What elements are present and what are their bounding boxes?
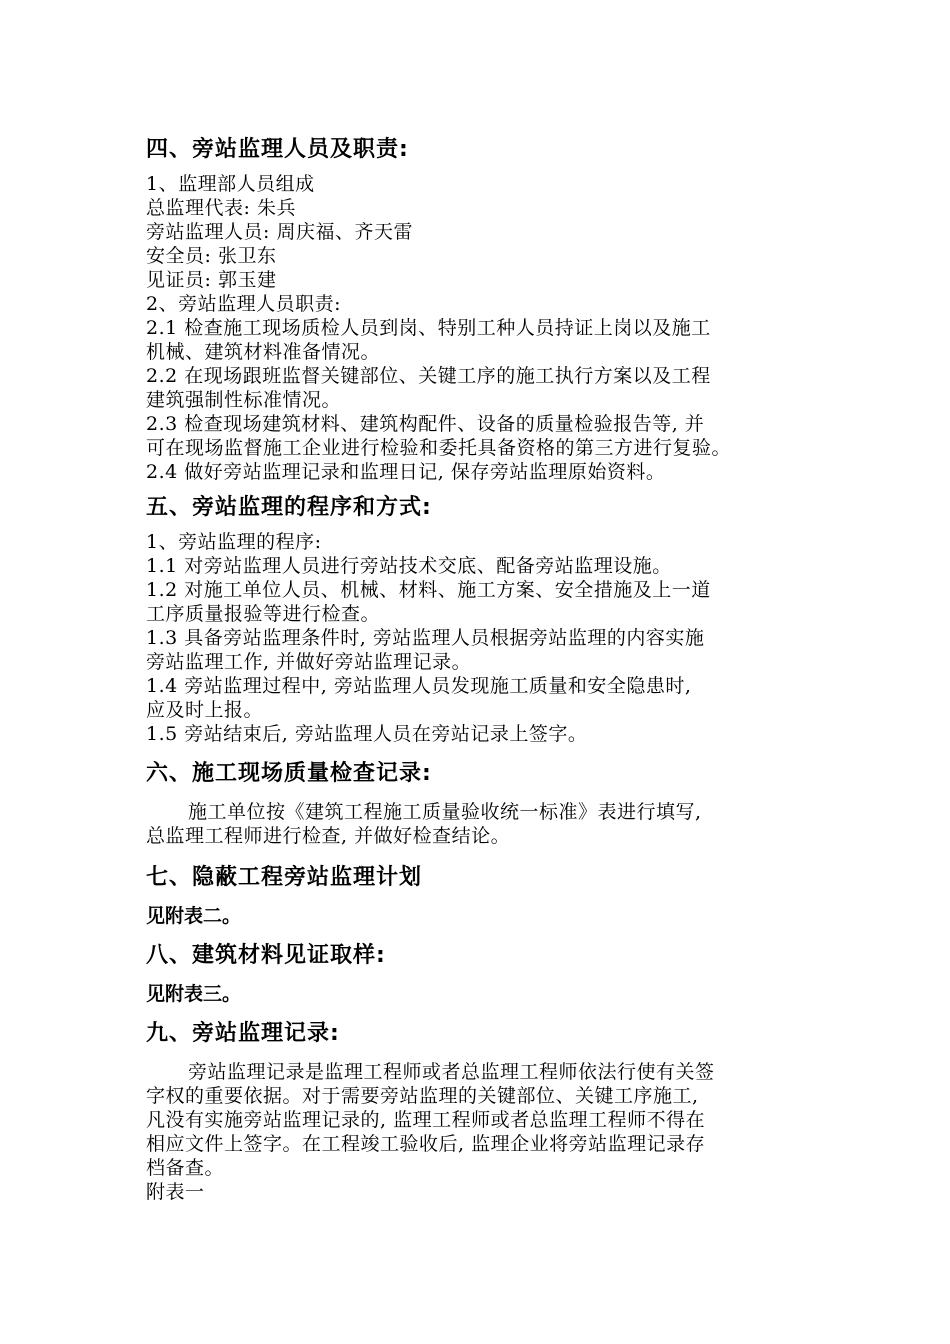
text-line: 2.3 检查现场建筑材料、建筑构配件、设备的质量检验报告等, 并 [146,413,705,435]
section-heading: 八、建筑材料见证取样: [146,943,386,968]
text-line: 旁站监理记录是监理工程师或者总监理工程师依法行使有关签 [188,1061,715,1083]
section-heading: 四、旁站监理人员及职责: [146,137,409,162]
text-line: 1.5 旁站结束后, 旁站监理人员在旁站记录上签字。 [146,723,588,745]
text-line: 施工单位按《建筑工程施工质量验收统一标准》表进行填写, [188,801,702,823]
section-4 [146,134,816,484]
document-body [146,134,816,1204]
text-line: 见证员: 郭玉建 [146,269,277,291]
section-5 [146,492,816,746]
text-line: 安全员: 张卫东 [146,245,277,267]
section-heading: 五、旁站监理的程序和方式: [146,495,432,520]
text-line: 1、监理部人员组成 [146,173,315,195]
section-heading: 九、旁站监理记录: [146,1021,340,1046]
text-line: 总监理工程师进行检查, 并做好检查结论。 [146,825,511,847]
text-line: 相应文件上签字。在工程竣工验收后, 监理企业将旁站监理记录存 [146,1133,706,1155]
text-line: 工序质量报验等进行检查。 [146,603,381,625]
text-line: 机械、建筑材料准备情况。 [146,341,381,363]
text-line: 2、旁站监理人员职责: [146,293,341,315]
text-line: 字权的重要依据。对于需要旁站监理的关键部位、关键工序施工, [146,1085,699,1107]
section-7 [146,862,816,930]
text-line: 建筑强制性标准情况。 [146,389,342,411]
section-6 [146,758,816,848]
text-line: 2.1 检查施工现场质检人员到岗、特别工种人员持证上岗以及施工 [146,317,711,339]
text-line: 档备查。 [146,1157,225,1179]
section-heading: 七、隐蔽工程旁站监理计划 [146,865,423,890]
section-heading: 六、施工现场质量检查记录: [146,761,432,786]
text-line: 1.1 对旁站监理人员进行旁站技术交底、配备旁站监理设施。 [146,555,672,577]
text-line: 凡没有实施旁站监理记录的, 监理工程师或者总监理工程师不得在 [146,1109,706,1131]
section-9 [146,1018,816,1204]
text-line: 总监理代表: 朱兵 [146,197,296,219]
text-line: 1.3 具备旁站监理条件时, 旁站监理人员根据旁站监理的内容实施 [146,627,705,649]
text-line: 1.2 对施工单位人员、机械、材料、施工方案、安全措施及上一道 [146,579,711,601]
text-line: 旁站监理人员: 周庆福、齐天雷 [146,221,413,243]
text-line: 2.2 在现场跟班监督关键部位、关键工序的施工执行方案以及工程 [146,365,711,387]
text-line: 1、旁站监理的程序: [146,531,322,553]
reference-line: 见附表三。 [146,983,242,1005]
text-line: 1.4 旁站监理过程中, 旁站监理人员发现施工质量和安全隐患时, [146,675,692,697]
text-line: 应及时上报。 [146,699,264,721]
appendix-label: 附表一 [146,1181,205,1203]
section-8 [146,940,816,1008]
reference-line: 见附表二。 [146,905,242,927]
text-line: 2.4 做好旁站监理记录和监理日记, 保存旁站监理原始资料。 [146,461,666,483]
text-line: 可在现场监督施工企业进行检验和委托具备资格的第三方进行复验。 [146,437,732,459]
text-line: 旁站监理工作, 并做好旁站监理记录。 [146,651,472,673]
